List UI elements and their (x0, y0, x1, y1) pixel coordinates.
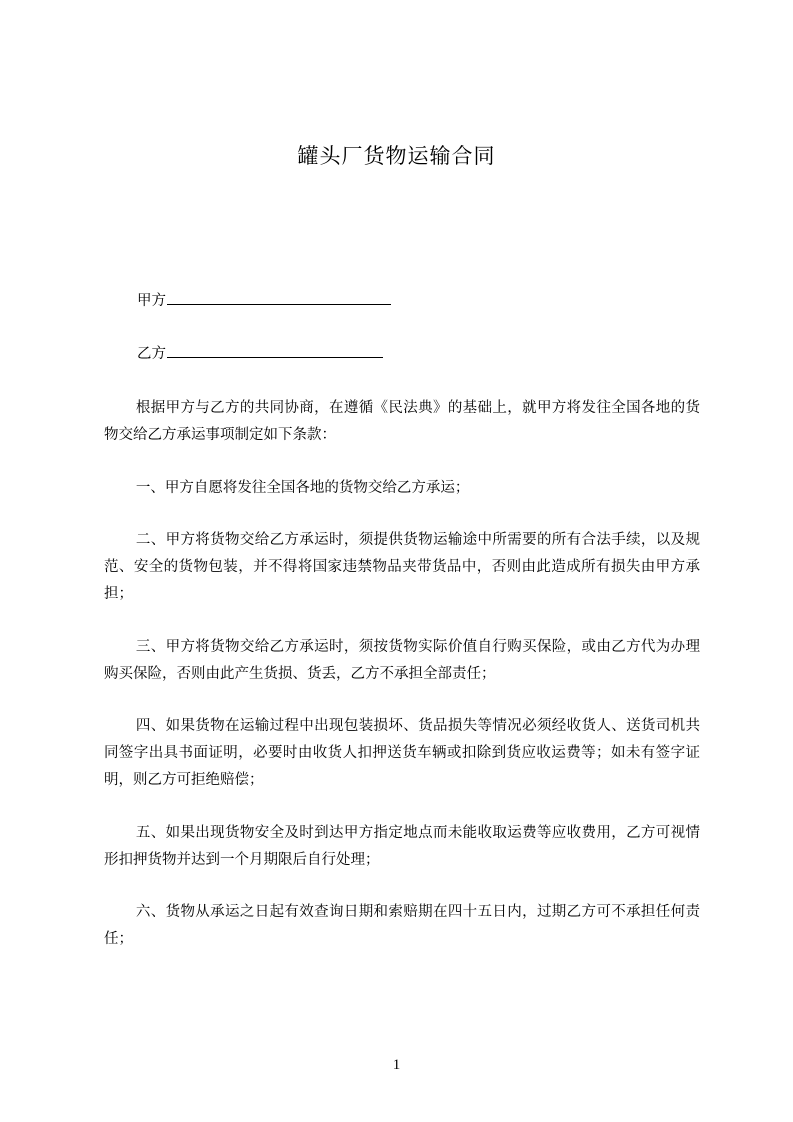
party-b-label: 乙方 (137, 346, 166, 362)
clause-3: 三、甲方将货物交给乙方承运时，须按货物实际价值自行购买保险，或由乙方代为办理购买保险，否则由此产生货损、货丢，乙方不承担全部责任； (104, 639, 700, 682)
clause-6: 六、货物从承运之日起有效查询日期和索赔期在四十五日内，过期乙方可不承担任何责任； (104, 904, 700, 947)
party-a-line (137, 291, 391, 311)
clause-2: 二、甲方将货物交给乙方承运时，须提供货物运输途中所需要的所有合法手续，以及规范、安全的货物包装，并不得将国家违禁物品夹带货品中，否则由此造成所有损失由甲方承担； (104, 532, 700, 602)
clause-5: 五、如果出现货物安全及时到达甲方指定地点而未能收取运费等应收费用，乙方可视情形扣押货物并达到一个月期限后自行处理； (104, 825, 700, 868)
document-title: 罐头厂货物运输合同 (297, 144, 496, 168)
party-b-line (137, 344, 383, 364)
preamble-paragraph: 根据甲方与乙方的共同协商，在遵循《民法典》的基础上，就甲方将发往全国各地的货物交给乙方承运事项制定如下条款： (104, 400, 700, 443)
clause-1: 一、甲方自愿将发往全国各地的货物交给乙方承运； (135, 480, 470, 496)
party-b-blank (167, 344, 383, 358)
party-a-blank (167, 291, 391, 305)
clause-4: 四、如果货物在运输过程中出现包装损坏、货品损失等情况必须经收货人、送货司机共同签字出具书面证明，必要时由收货人扣押送货车辆或扣除到货应收运费等；如未有签字证明，则乙方可拒绝赔偿； (104, 718, 700, 788)
party-a-label: 甲方 (137, 293, 166, 309)
page-number: 1 (392, 1057, 401, 1073)
